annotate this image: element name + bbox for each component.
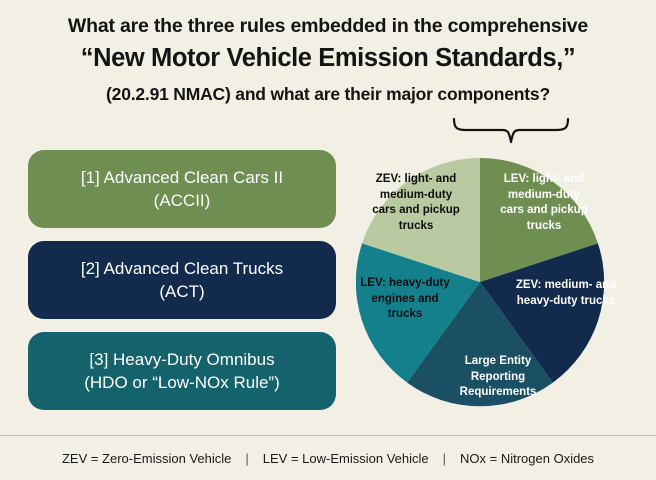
rule-card-accii[interactable] <box>28 150 336 228</box>
legend-zev: ZEV = Zero-Emission Vehicle <box>61 450 232 466</box>
pie-label-lev-light: LEV: light- and medium-duty cars and pickup trucks <box>500 173 588 232</box>
rule-card-hdo-line2: (HDO or “Low-NOx Rule”) <box>84 373 280 392</box>
title-line-3: (20.2.91 NMAC) and what are their major components? <box>106 83 550 104</box>
legend-separator-2: | <box>442 450 447 466</box>
rule-card-act[interactable] <box>28 241 336 319</box>
legend-separator-1: | <box>245 450 249 466</box>
pie-label-zev-light: ZEV: light- and medium-duty cars and pickup trucks <box>372 173 460 232</box>
rules-card-list <box>28 150 336 410</box>
rule-card-hdo[interactable] <box>28 332 336 410</box>
title-line-1: What are the three rules embedded in the comprehensive <box>67 15 589 37</box>
rule-card-act-line2: (ACT) <box>159 282 205 301</box>
legend-lev: LEV = Low-Emission Vehicle <box>262 450 429 466</box>
pie-label-large-entity: Large Entity Reporting Requirements <box>459 355 537 399</box>
title-line-2: “New Motor Vehicle Emission Standards,” <box>80 44 576 73</box>
rule-card-hdo-line1: [3] Heavy-Duty Omnibus <box>89 349 275 369</box>
rule-card-accii-line2: (ACCII) <box>153 191 211 210</box>
pie-label-lev-hd: LEV: heavy-duty engines and trucks <box>360 277 450 321</box>
rule-card-accii-line1: [1] Advanced Clean Cars II <box>80 167 284 187</box>
curly-brace-icon <box>452 118 570 144</box>
rule-card-act-line1: [2] Advanced Clean Trucks <box>80 258 284 278</box>
legend-nox: NOx = Nitrogen Oxides <box>460 450 595 466</box>
pie-label-zev-mhd: ZEV: medium- and heavy-duty trucks <box>515 279 617 307</box>
components-pie-chart <box>356 154 646 422</box>
page-title <box>0 0 656 105</box>
legend-footer <box>0 435 656 480</box>
